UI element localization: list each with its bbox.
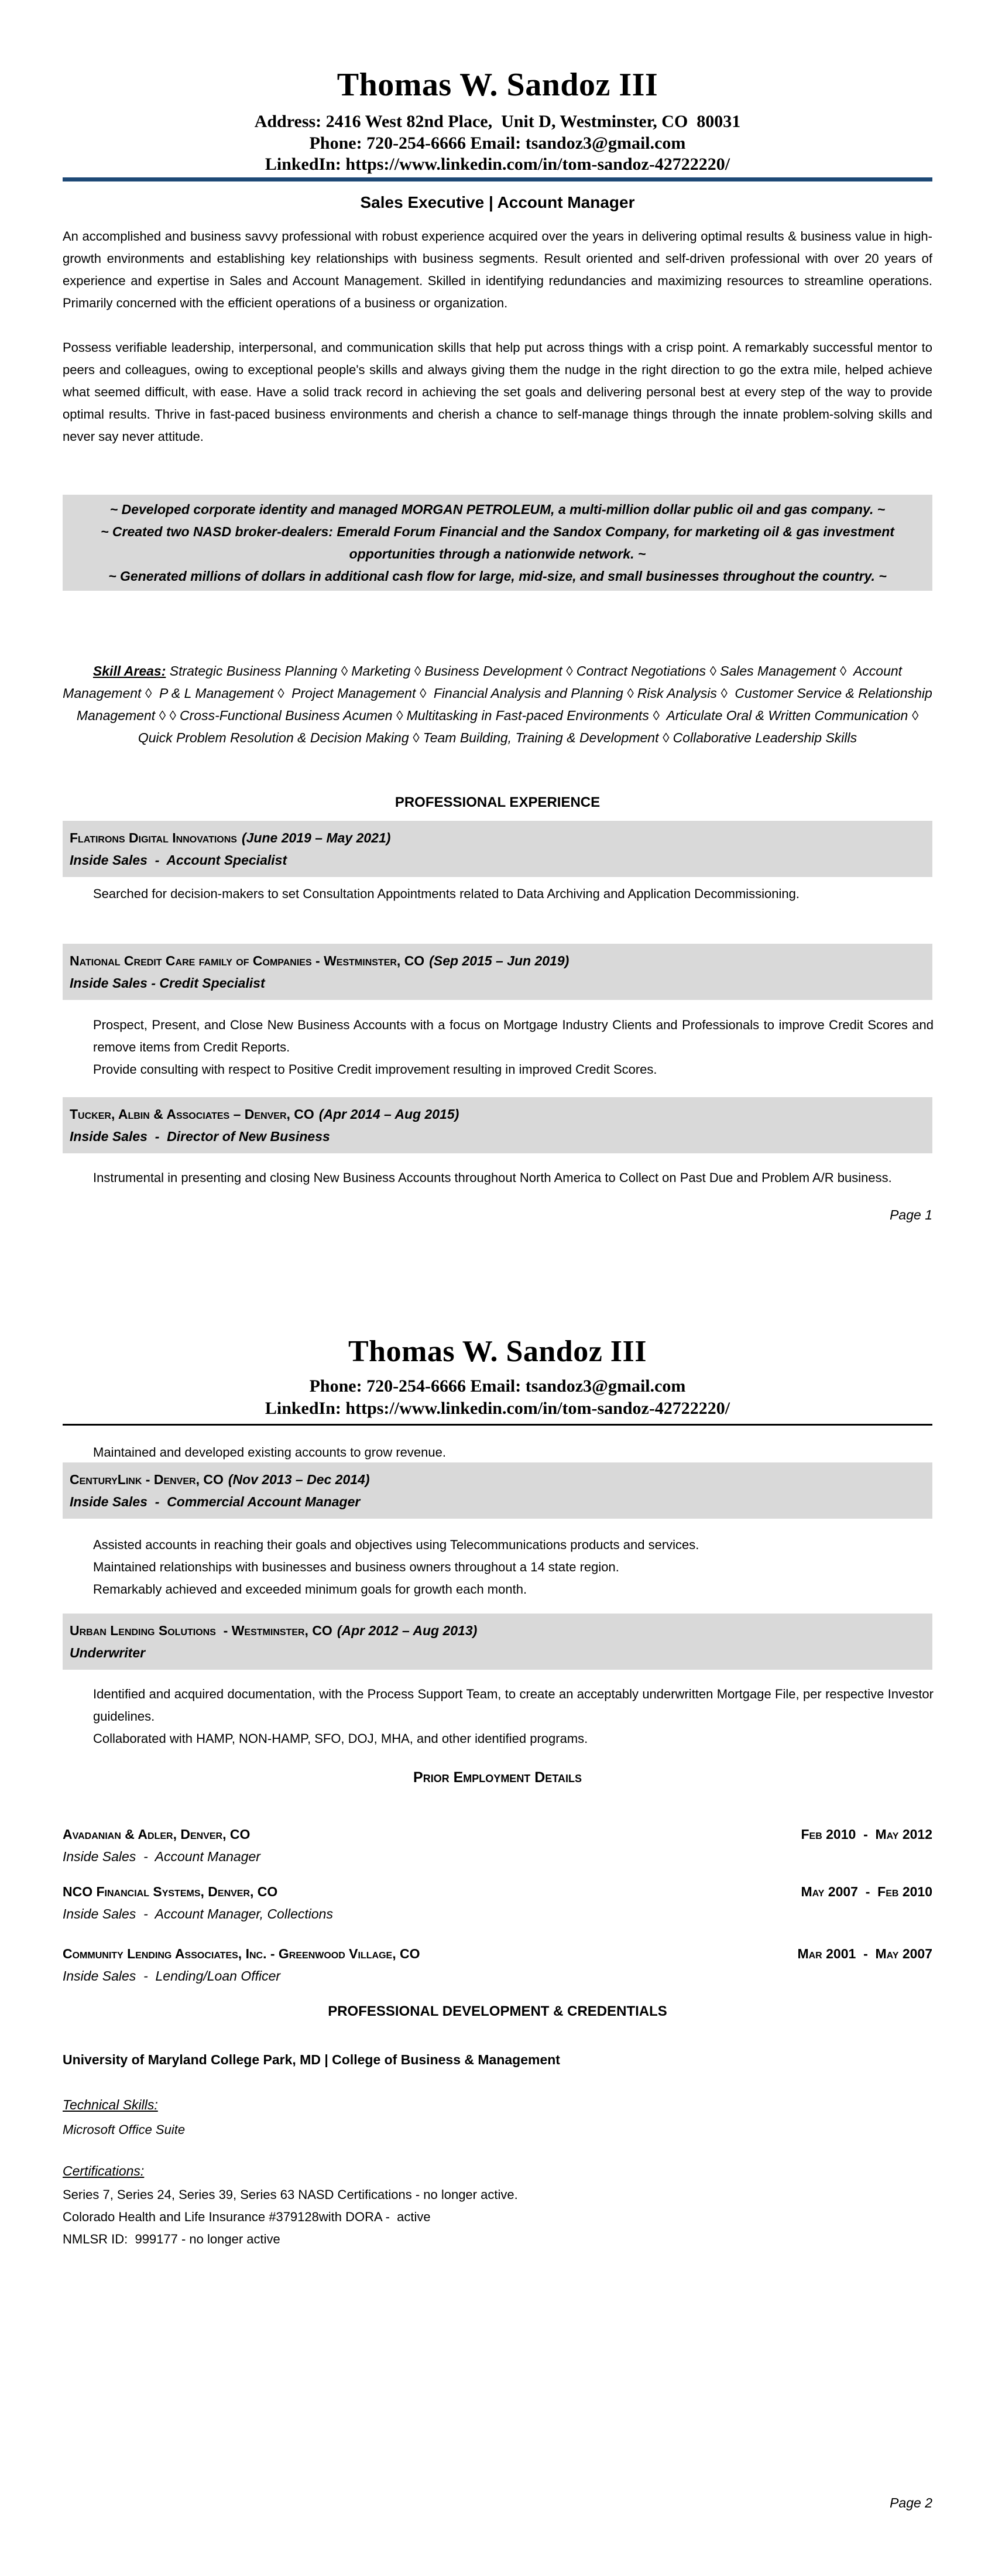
job-body-urban-lending — [93, 1683, 934, 1750]
job-title: Inside Sales - Commercial Account Manager — [70, 1494, 361, 1509]
page2-linkedin-line: LinkedIn: https://www.linkedin.com/in/tom-sandoz-42722220/ — [265, 1399, 730, 1418]
job-company-line — [70, 1103, 925, 1125]
prior-employment-heading: Prior Employment Details — [413, 1769, 582, 1786]
job-header-national-credit-care — [63, 944, 932, 1000]
prior-job-company: NCO Financial Systems, Denver, CO — [63, 1884, 278, 1899]
page1-address-line: Address: 2416 West 82nd Place, Unit D, Westminster, CO 80031 — [254, 112, 741, 131]
certifications-list — [63, 2184, 932, 2250]
career-highlights-block — [63, 495, 932, 591]
prior-job-company: Avadanian & Adler, Denver, CO — [63, 1827, 251, 1842]
certification-item: NMLSR ID: 999177 - no longer active — [63, 2232, 280, 2246]
job-body-centurylink — [93, 1534, 934, 1601]
skill-areas-label: Skill Areas: — [92, 663, 166, 679]
certification-item: Colorado Health and Life Insurance #379128with DORA - active — [63, 2210, 431, 2224]
job-company: Tucker, Albin & Associates – Denver, CO — [70, 1107, 314, 1122]
job-dates: (Nov 2013 – Dec 2014) — [228, 1472, 370, 1487]
professional-experience-heading: PROFESSIONAL EXPERIENCE — [394, 794, 601, 810]
job-title: Inside Sales - Credit Specialist — [70, 975, 265, 991]
job-title: Underwriter — [70, 1645, 146, 1660]
page1-headline: Sales Executive | Account Manager — [360, 193, 635, 211]
job-dates: (Apr 2014 – Aug 2015) — [318, 1107, 459, 1122]
page1-header-rule — [63, 177, 932, 181]
job-bullet: Assisted accounts in reaching their goals and objectives using Telecommunications products and services. — [93, 1537, 699, 1552]
certification-item: Series 7, Series 24, Series 39, Series 63 NASD Certifications - no longer active. — [63, 2187, 518, 2202]
page1-phone-email-line: Phone: 720-254-6666 Email: tsandoz3@gmail.com — [309, 133, 686, 153]
education-line: University of Maryland College Park, MD | College of Business & Management — [63, 2052, 560, 2067]
skill-areas-paragraph — [63, 660, 932, 749]
job-company: Flatirons Digital Innovations — [70, 830, 237, 845]
technical-skills-value: Microsoft Office Suite — [63, 2122, 186, 2137]
summary-paragraph-2: Possess verifiable leadership, interpersonal, and communication skills that help put across things with a crisp point. A remarkably successful mentor to peers and colleagues, owing to exceptional people's skills and always giving them the nudge in the right direction to go the extra mile, helped achieve what seemed difficult, with ease. Have a solid track record in achieving the set goals and delivering personal best at every step of the way to provide optimal results. Thrive in fast-paced business environments and cherish a chance to self-manage things through the innate problem-solving skills and never say never attitude. — [63, 340, 932, 444]
prior-job-top-line — [63, 1823, 932, 1845]
job-dates: (Sep 2015 – Jun 2019) — [429, 953, 569, 968]
job-company-line — [70, 1619, 925, 1642]
page2-number: Page 2 — [890, 2495, 932, 2510]
prior-job-title: Inside Sales - Lending/Loan Officer — [63, 1968, 281, 1984]
page1-linkedin-line: LinkedIn: https://www.linkedin.com/in/tom-sandoz-42722220/ — [265, 155, 730, 174]
professional-development-heading: PROFESSIONAL DEVELOPMENT & CREDENTIALS — [328, 2003, 667, 2019]
certifications-label: Certifications: — [63, 2163, 145, 2178]
job-title: Inside Sales - Account Specialist — [70, 852, 287, 868]
job-header-urban-lending — [63, 1614, 932, 1670]
technical-skills-label: Technical Skills: — [63, 2097, 158, 2112]
job-bullet: Maintained relationships with businesses and business owners throughout a 14 state region. — [93, 1560, 619, 1574]
job-bullet: Remarkably achieved and exceeded minimum goals for growth each month. — [93, 1582, 527, 1597]
summary-paragraph-1: An accomplished and business savvy professional with robust experience acquired over the years in delivering optimal results & business value in high-growth environments and establishing key relationships with business segments. Result oriented and self-driven professional with over 20 years of experience and expertise in Sales and Account Management. Skilled in identifying redundancies and maximizing resources to streamline operations. Primarily concerned with the efficient operations of a business or organization. — [63, 229, 932, 310]
job-bullet: Searched for decision-makers to set Consultation Appointments related to Data Archiving and Application Decommissioning. — [93, 886, 800, 901]
page1-number: Page 1 — [890, 1207, 932, 1222]
job-company: National Credit Care family of Companies - Westminster, CO — [70, 953, 425, 968]
job-bullet: Provide consulting with respect to Positive Credit improvement resulting in improved Credit Scores. — [93, 1062, 657, 1077]
prior-job-dates: Feb 2010 - May 2012 — [801, 1827, 932, 1842]
job-bullet: Collaborated with HAMP, NON-HAMP, SFO, DOJ, MHA, and other identified programs. — [93, 1731, 588, 1746]
job-bullet: Prospect, Present, and Close New Business Accounts with a focus on Mortgage Industry Clients and Professionals to improve Credit Scores and remove items from Credit Reports. — [93, 1018, 934, 1054]
job-company-line — [70, 1468, 925, 1491]
highlight-statement: ~ Generated millions of dollars in additional cash flow for large, mid-size, and small businesses throughout the country. ~ — [108, 568, 887, 584]
job-title: Inside Sales - Director of New Business — [70, 1129, 330, 1144]
job-dates: (Apr 2012 – Aug 2013) — [337, 1623, 478, 1638]
prior-job-top-line — [63, 1943, 932, 1965]
prior-job-company: Community Lending Associates, Inc. - Greenwood Village, CO — [63, 1946, 420, 1961]
job-header-flatirons — [63, 821, 932, 877]
job-header-centurylink — [63, 1462, 932, 1519]
highlight-statement: ~ Developed corporate identity and managed MORGAN PETROLEUM, a multi-million dollar public oil and gas company. ~ — [109, 502, 886, 517]
page2-header-rule — [63, 1424, 932, 1426]
job-header-tucker-albin — [63, 1097, 932, 1153]
job-bullet: Instrumental in presenting and closing New Business Accounts throughout North America to Collect on Past Due and Problem A/R business. — [93, 1170, 892, 1185]
continuation-line: Maintained and developed existing accounts to grow revenue. — [93, 1445, 446, 1460]
job-company-line — [70, 950, 925, 972]
highlight-statement: ~ Created two NASD broker-dealers: Emerald Forum Financial and the Sandox Company, for marketing oil & gas investment opportunities through a nationwide network. ~ — [101, 524, 894, 561]
page1-name: Thomas W. Sandoz III — [337, 67, 658, 103]
prior-job-dates: May 2007 - Feb 2010 — [801, 1884, 932, 1899]
job-bullet: Identified and acquired documentation, with the Process Support Team, to create an acceptably underwritten Mortgage File, per respective Investor guidelines. — [93, 1687, 934, 1724]
job-body-national-credit-care — [93, 1014, 934, 1081]
job-company: Urban Lending Solutions - Westminster, CO — [70, 1623, 332, 1638]
prior-job-dates: Mar 2001 - May 2007 — [797, 1946, 932, 1961]
prior-job-top-line — [63, 1880, 932, 1903]
prior-job-title: Inside Sales - Account Manager, Collections — [63, 1906, 333, 1921]
page2-phone-email-line: Phone: 720-254-6666 Email: tsandoz3@gmail.com — [309, 1376, 686, 1396]
prior-job-avadanian — [63, 1823, 932, 1868]
prior-job-nco — [63, 1880, 932, 1925]
job-dates: (June 2019 – May 2021) — [241, 830, 391, 845]
job-company-line — [70, 827, 925, 849]
job-company: CenturyLink - Denver, CO — [70, 1472, 224, 1487]
page2-name: Thomas W. Sandoz III — [348, 1335, 647, 1368]
skill-areas-text: Strategic Business Planning ◊ Marketing ◊ Business Development ◊ Contract Negotiations ◊ Sales Management ◊ Account Management ◊ P & L Management ◊ Project Management ◊ Financial Analysis and Planning ◊ Risk Analysis ◊ Customer Service & Relationship Management ◊ ◊ Cross-Functional Business Acumen ◊ Multitasking in Fast-paced Environments ◊ Articulate Oral & Written Communication ◊ Quick Problem Resolution & Decision Making ◊ Team Building, Training & Development ◊ Collaborative Leadership Skills — [63, 663, 932, 745]
prior-job-title: Inside Sales - Account Manager — [63, 1849, 260, 1864]
prior-job-community-lending — [63, 1943, 932, 1987]
